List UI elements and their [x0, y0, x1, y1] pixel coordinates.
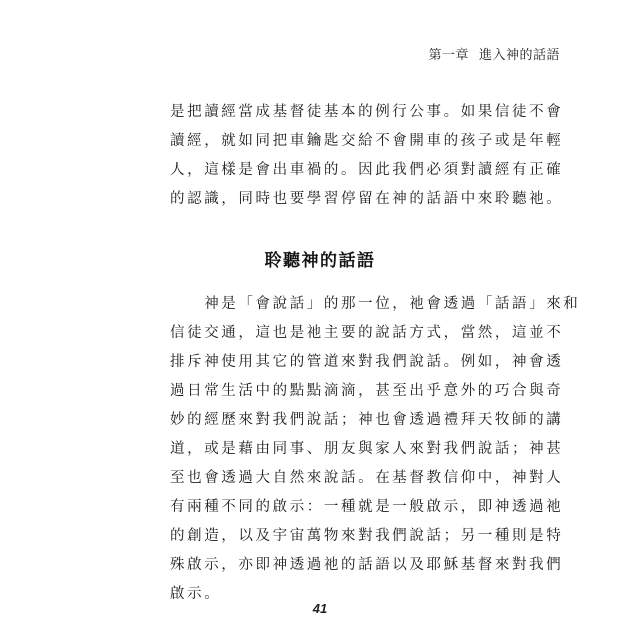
text-line: 是把讀經當成基督徒基本的例行公事。如果信徒不會 — [170, 104, 564, 120]
paragraph-continued — [170, 98, 564, 214]
text-line: 殊啟示，亦即神透過祂的話語以及耶穌基督來對我們 — [170, 557, 564, 573]
text-line: 的創造，以及宇宙萬物來對我們說話；另一種則是特 — [170, 528, 564, 544]
section-heading: 聆聽神的話語 — [264, 251, 376, 271]
text-line: 神是「會說話」的那一位，祂會透過「話語」來和 — [170, 296, 581, 312]
paragraph-body — [170, 290, 581, 609]
text-line: 啟示。 — [170, 586, 222, 602]
text-line: 信徒交通，這也是祂主要的說話方式，當然，這並不 — [170, 325, 564, 341]
running-head — [428, 44, 560, 63]
text-line: 的認識，同時也要學習停留在神的話語中來聆聽祂。 — [170, 191, 564, 207]
page-number: 41 — [312, 601, 328, 616]
text-line: 人，這樣是會出車禍的。因此我們必須對讀經有正確 — [170, 162, 564, 178]
text-line: 排斥神使用其它的管道來對我們說話。例如，神會透 — [170, 354, 564, 370]
text-line: 有兩種不同的啟示：一種就是一般啟示，即神透過祂 — [170, 499, 564, 515]
chapter-label: 第一章 — [428, 48, 469, 63]
text-line: 至也會透過大自然來說話。在基督教信仰中，神對人 — [170, 470, 564, 486]
text-line: 道，或是藉由同事、朋友與家人來對我們說話；神甚 — [170, 441, 564, 457]
text-line: 妙的經歷來對我們說話；神也會透過禮拜天牧師的講 — [170, 412, 564, 428]
text-line: 讀經，就如同把車鑰匙交給不會開車的孩子或是年輕 — [170, 133, 564, 149]
chapter-title: 進入神的話語 — [478, 48, 560, 63]
text-line: 過日常生活中的點點滴滴，甚至出乎意外的巧合與奇 — [170, 383, 564, 399]
